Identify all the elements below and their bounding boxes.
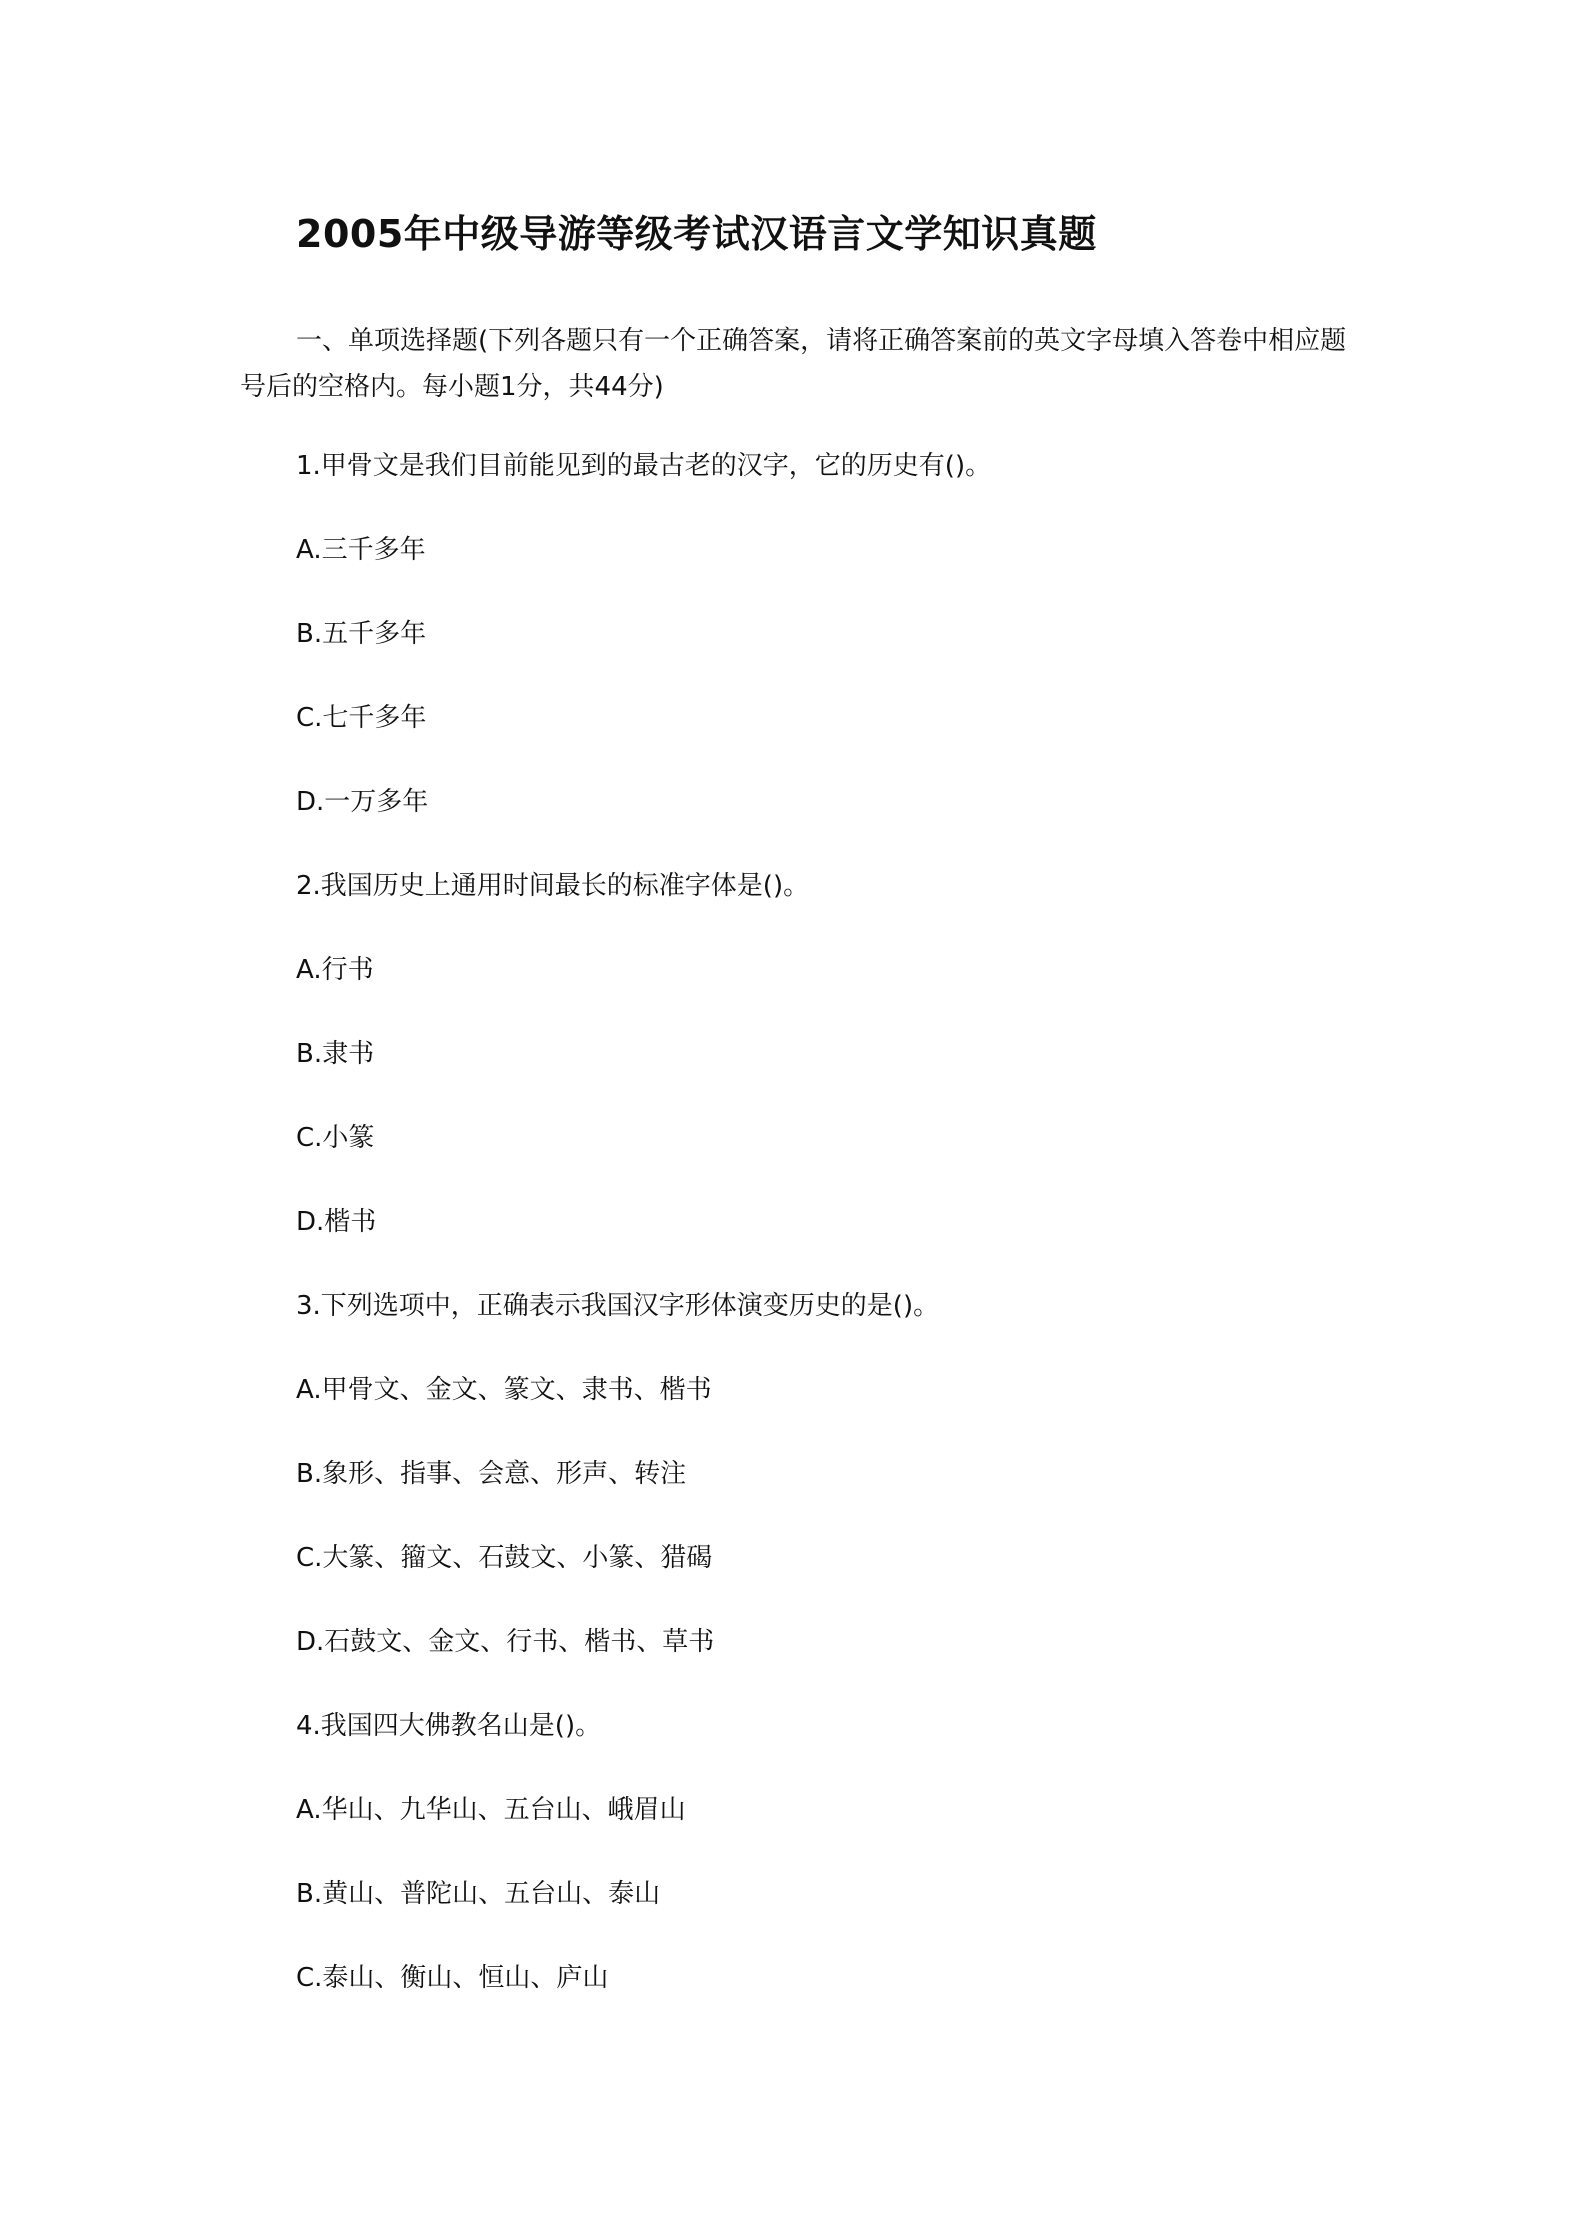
question-2-option-d: D.楷书: [296, 1207, 377, 1237]
question-3-option-c: C.大篆、籀文、石鼓文、小篆、猎碣: [296, 1543, 713, 1573]
question-3-option-a: A.甲骨文、金文、篆文、隶书、楷书: [296, 1375, 712, 1405]
question-4-option-a: A.华山、九华山、五台山、峨眉山: [296, 1795, 686, 1825]
question-4-option-c: C.泰山、衡山、恒山、庐山: [296, 1963, 609, 1993]
question-1-option-d: D.一万多年: [296, 787, 429, 817]
question-1-option-a: A.三千多年: [296, 535, 426, 565]
question-3-stem: 3.下列选项中，正确表示我国汉字形体演变历史的是()。: [296, 1291, 940, 1321]
question-3-option-b: B.象形、指事、会意、形声、转注: [296, 1459, 687, 1489]
document-title: 2005年中级导游等级考试汉语言文学知识真题: [296, 212, 1097, 256]
question-1-option-b: B.五千多年: [296, 619, 427, 649]
question-4-stem: 4.我国四大佛教名山是()。: [296, 1711, 602, 1741]
question-2-option-c: C.小篆: [296, 1123, 375, 1153]
section-intro: 一、单项选择题(下列各题只有一个正确答案，请将正确答案前的英文字母填入答卷中相应题号后的空格内。每小题1分，共44分): [240, 326, 1347, 402]
question-2-option-b: B.隶书: [296, 1039, 375, 1069]
question-2-option-a: A.行书: [296, 955, 374, 985]
question-1-stem: 1.甲骨文是我们目前能见到的最古老的汉字，它的历史有()。: [296, 451, 992, 481]
question-3-option-d: D.石鼓文、金文、行书、楷书、草书: [296, 1627, 715, 1657]
question-1-option-c: C.七千多年: [296, 703, 427, 733]
question-2-stem: 2.我国历史上通用时间最长的标准字体是()。: [296, 871, 810, 901]
question-4-option-b: B.黄山、普陀山、五台山、泰山: [296, 1879, 661, 1909]
